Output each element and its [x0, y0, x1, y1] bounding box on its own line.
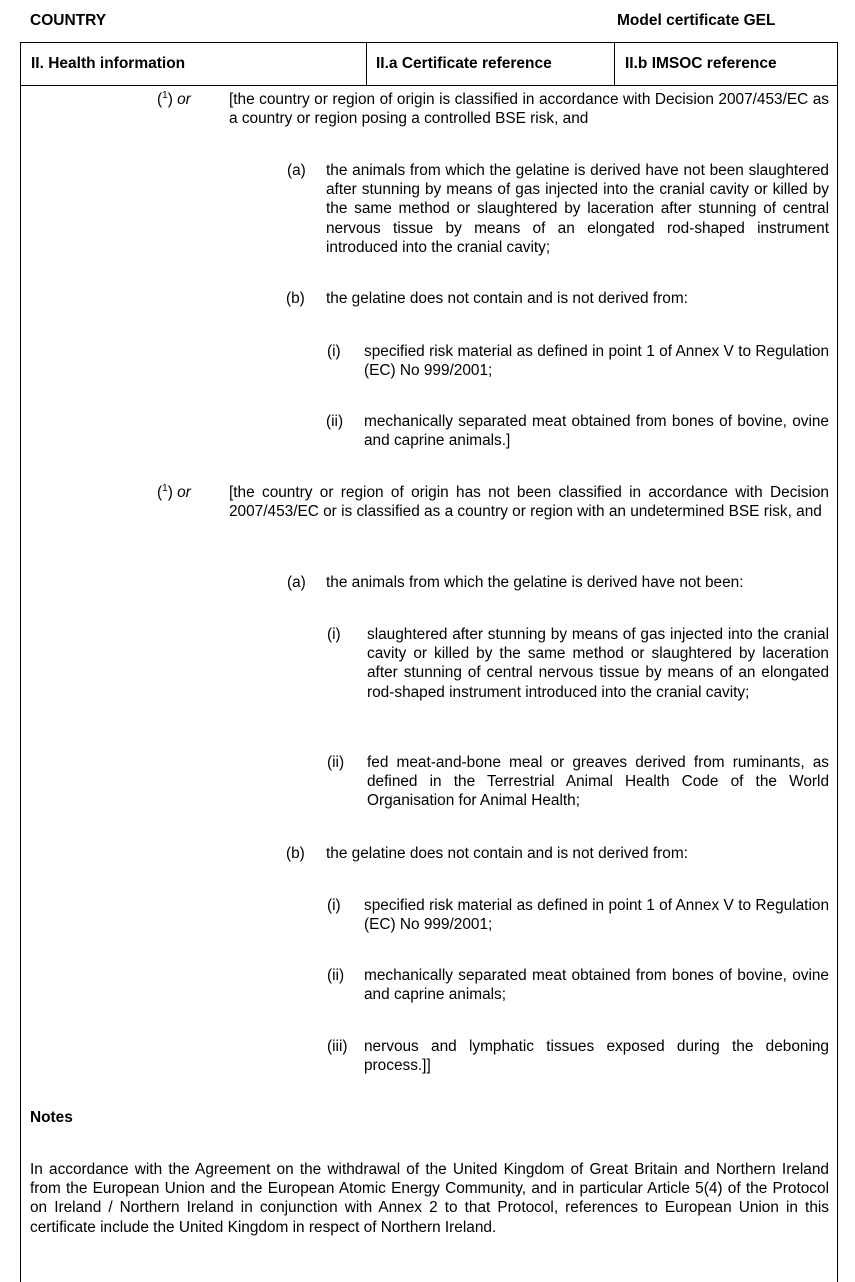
option-2-b-i-text: specified risk material as defined in point 1 of Annex V to Regulation (EC) No 999/2001;: [364, 897, 829, 934]
option-2-marker: ($^1$) or: [157, 483, 191, 501]
option-1-a-text: the animals from which the gelatine is derived have not been slaughtered after stunning by means of gas injected into the cranial cavity or killed by the same method or slaughtered by laceration after stunning of central nervous tissue by means of an elongated rod-shaped instrument introduced into the cranial cavity;: [326, 162, 829, 256]
option-1-b-text: the gelatine does not contain and is not derived from:: [326, 290, 688, 307]
option-1-b-ii-marker: (ii): [326, 413, 344, 430]
option-1-b-ii-text: mechanically separated meat obtained from bones of bovine, ovine and caprine animals.]: [364, 413, 829, 450]
certificate-header-row: [21, 43, 837, 86]
option-1-a-marker: (a): [287, 162, 306, 179]
option-2-a-text: the animals from which the gelatine is derived have not been:: [326, 574, 744, 591]
health-information-header: II. Health information: [21, 43, 367, 85]
option-2-a-ii-text: fed meat-and-bone meal or greaves derived from ruminants, as defined in the Terrestrial Animal Health Code of the World Organisation for Animal Health;: [367, 754, 829, 810]
option-1-b-i-text: specified risk material as defined in point 1 of Annex V to Regulation (EC) No 999/2001;: [364, 343, 829, 380]
option-2-b-iii-marker: (iii): [327, 1038, 348, 1055]
option-2-b-ii-text: mechanically separated meat obtained from bones of bovine, ovine and caprine animals;: [364, 967, 829, 1004]
or-label: or: [177, 484, 191, 501]
notes-heading: Notes: [30, 1109, 73, 1126]
footnote-ref: 1: [162, 90, 168, 101]
option-2-b-marker: (b): [286, 845, 305, 862]
option-2-a-marker: (a): [287, 574, 306, 591]
option-1-b-i-marker: (i): [327, 343, 341, 360]
option-1-text: [the country or region of origin is classified in accordance with Decision 2007/453/EC as a country or region posing a controlled BSE risk, and: [229, 91, 829, 128]
option-2-a-i-text: slaughtered after stunning by means of gas injected into the cranial cavity or killed by the same method or slaughtered by laceration after stunning of central nervous tissue by means of an elongated rod-shaped instrument introduced into the cranial cavity;: [367, 626, 829, 701]
option-1-b-marker: (b): [286, 290, 305, 307]
option-2-a-ii-marker: (ii): [327, 754, 345, 771]
or-label: or: [177, 91, 191, 108]
option-2-a-i-marker: (i): [327, 626, 341, 643]
option-2-b-iii-text: nervous and lymphatic tissues exposed during the deboning process.]]: [364, 1038, 829, 1075]
page-header: [30, 12, 825, 32]
option-2-text: [the country or region of origin has not been classified in accordance with Decision 2007/453/EC or is classified as a country or region with an undetermined BSE risk, and: [229, 484, 829, 521]
option-1-marker: ($^1$) or: [157, 90, 191, 108]
imsoc-reference-header: II.b IMSOC reference: [625, 55, 777, 72]
notes-text: In accordance with the Agreement on the withdrawal of the United Kingdom of Great Britain and Northern Ireland from the European Union and the European Atomic Energy Community, and in particular Article 5(4) of the Protocol on Ireland / Northern Ireland in conjunction with Annex 2 to that Protocol, references to European Union in this certificate include the United Kingdom in respect of Northern Ireland.: [30, 1161, 829, 1236]
option-2-b-i-marker: (i): [327, 897, 341, 914]
model-certificate-label: Model certificate GEL: [617, 12, 776, 29]
certificate-reference-header: II.a Certificate reference: [367, 43, 615, 85]
footnote-ref: 1: [162, 483, 168, 494]
option-2-b-ii-marker: (ii): [327, 967, 345, 984]
option-2-b-text: the gelatine does not contain and is not derived from:: [326, 845, 688, 862]
country-label: COUNTRY: [30, 12, 107, 29]
